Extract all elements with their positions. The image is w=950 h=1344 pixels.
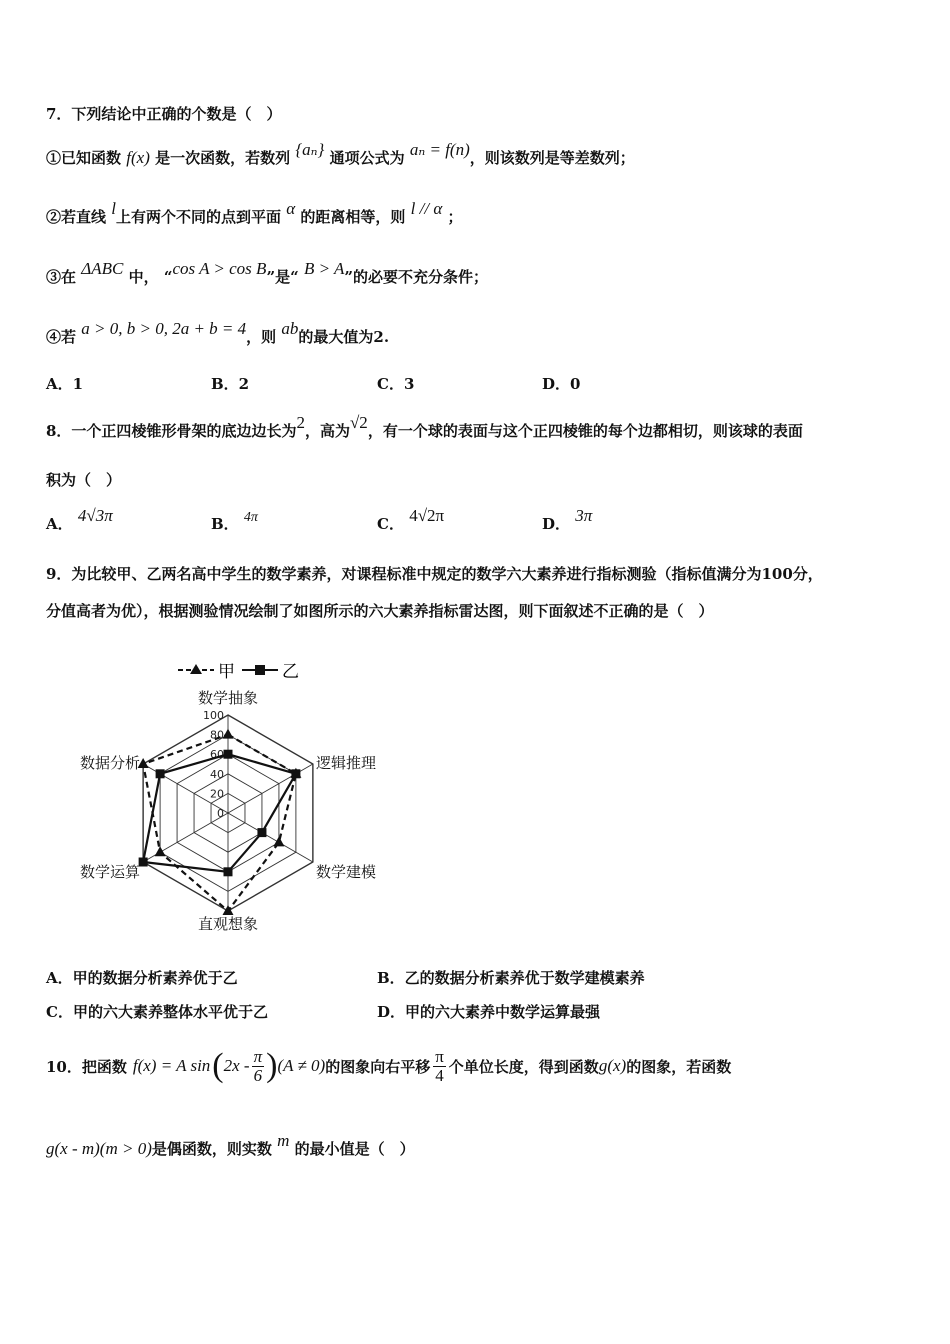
q7-s4-text3: 的最大值为2. <box>298 328 390 346</box>
scale-label-80: 80 <box>210 728 224 742</box>
q9-stem-line2: 分值高者为优），根据测验情况绘制了如图所示的六大素养指标雷达图，则下面叙述不正确的是（ ） <box>46 602 714 620</box>
q8-option-d-label: D． <box>542 515 571 533</box>
q10-shift-den: 4 <box>435 1065 444 1085</box>
q10-g2: g(x - m)(m > 0) <box>46 1139 152 1158</box>
q9-stem-line1: 9．为比较甲、乙两名高中学生的数学素养，对课程标准中规定的数学六大素养进行指标测验（指标值满分为100分， <box>46 565 823 583</box>
q7-s1-text2: 是一次函数，若数列 <box>155 149 291 167</box>
q8-option-b-value: 4π <box>243 510 258 525</box>
q8-option-c-value: 4√2π <box>409 506 445 525</box>
scale-label-100: 100 <box>203 709 224 722</box>
category-label-3: 直观想象 <box>197 915 259 933</box>
category-label-0: 数学抽象 <box>197 689 259 707</box>
series-乙-point-0 <box>224 750 233 759</box>
q10-paren-right: ) <box>266 1047 278 1084</box>
q9-option-b[interactable]: B．乙的数据分析素养优于数学建模素养 <box>377 969 645 987</box>
q7-s2-text4: ； <box>447 208 463 226</box>
q7-s3-text2: 中， <box>128 268 159 286</box>
q10-stem-line2 <box>46 1131 415 1159</box>
q10-text5: 是偶函数，则实数 <box>151 1140 272 1158</box>
q7-s3-cond2: B > A <box>303 259 345 278</box>
radar-chart <box>60 650 400 940</box>
q7-s3-quote4: ” <box>344 268 354 286</box>
q7-s2-text1: 若直线 <box>61 208 107 226</box>
q7-s2-text3: 的距离相等，则 <box>300 208 406 226</box>
q7-option-d[interactable]: D．0 <box>542 375 581 393</box>
q7-s4-text2: ，则 <box>246 328 277 346</box>
q8-stem-line1 <box>46 413 803 441</box>
q7-s2-l: l <box>111 199 116 218</box>
series-乙-point-3 <box>224 867 233 876</box>
q8-option-d[interactable] <box>542 506 593 534</box>
q10-arg: 2x - <box>223 1056 250 1075</box>
q10-g: g(x) <box>598 1056 627 1075</box>
radar-scale-labels <box>203 709 224 820</box>
q10-text4: 的图象，若函数 <box>626 1057 732 1076</box>
q8-option-a[interactable] <box>46 506 113 534</box>
q10-pi-over-6 <box>252 1048 265 1085</box>
scale-label-20: 20 <box>210 787 224 801</box>
q8-option-b-label: B． <box>211 515 239 533</box>
q7-s1-text4: ，则该数列是等差数列； <box>469 149 635 167</box>
scale-label-0: 0 <box>217 807 224 820</box>
q7-s2-formula: l // α <box>410 199 443 218</box>
q7-s3-quote2: ” <box>266 268 276 286</box>
q10-m: m <box>277 1131 290 1150</box>
category-label-5: 数据分析 <box>79 754 140 772</box>
q10-text2: 的图象向右平移 <box>325 1057 431 1076</box>
q7-option-a[interactable]: A．1 <box>46 375 84 393</box>
q7-s4-ab: ab <box>281 319 299 338</box>
q10-paren-left: ( <box>212 1047 224 1084</box>
scale-label-60: 60 <box>210 748 224 762</box>
category-label-4: 数学运算 <box>79 863 140 881</box>
q7-s4-text1: 若 <box>61 328 77 346</box>
q7-s3-text1: 在 <box>61 268 77 286</box>
q9-option-d[interactable]: D．甲的六大素养中数学运算最强 <box>377 1003 601 1021</box>
radar-grid <box>143 715 313 911</box>
legend-yi-label: 乙 <box>282 662 299 682</box>
series-甲-point-2 <box>273 836 284 846</box>
radar-series <box>138 729 302 915</box>
q7-s1-circle: ① <box>46 149 62 167</box>
q7-s2-circle: ② <box>46 208 62 226</box>
q7-s3-quote1: “ <box>163 268 173 286</box>
q9-option-a[interactable]: A．甲的数据分析素养优于乙 <box>46 969 238 987</box>
q8-side: 2 <box>296 413 305 432</box>
q10-six: 6 <box>253 1065 263 1085</box>
category-label-2: 数学建模 <box>316 863 377 881</box>
q8-text1: 8．一个正四棱锥形骨架的底边边长为 <box>46 422 297 440</box>
q8-text2: ，高为 <box>304 422 350 440</box>
q10-text3: 个单位长度，得到函数 <box>448 1057 599 1076</box>
series-甲-point-4 <box>155 846 166 856</box>
q10-pi-over-4 <box>433 1048 446 1085</box>
legend-yi-marker <box>255 665 265 675</box>
q7-s4-cond: a > 0, b > 0, 2a + b = 4 <box>81 319 247 338</box>
q7-statement-1 <box>46 140 635 168</box>
q8-option-a-value: 4√3π <box>77 506 113 525</box>
q8-option-d-value: 3π <box>575 506 593 525</box>
q7-statement-3 <box>46 259 489 287</box>
q7-s1-fx: f(x) <box>126 148 150 167</box>
q8-text3: ，有一个球的表面与这个正四棱锥的每个边都相切，则该球的表面 <box>367 422 803 440</box>
q7-option-c[interactable]: C．3 <box>377 375 415 393</box>
legend-jia-marker <box>190 664 202 674</box>
q7-s4-circle: ④ <box>46 328 62 346</box>
q7-s1-text3: 通项公式为 <box>329 149 405 167</box>
q7-option-b[interactable]: B．2 <box>211 375 250 393</box>
q7-s3-text3: 是 <box>275 268 291 286</box>
q10-cond: (A ≠ 0) <box>277 1056 326 1075</box>
q10-f: f(x) = A sin <box>132 1056 211 1075</box>
q7-s3-circle: ③ <box>46 268 62 286</box>
q10-pi: π <box>253 1046 263 1066</box>
q7-s2-alpha: α <box>286 199 296 218</box>
q7-s1-formula: aₙ = f(n) <box>409 140 470 159</box>
series-甲-point-0 <box>223 729 234 739</box>
series-乙-point-5 <box>156 769 165 778</box>
q7-s1-text1: 已知函数 <box>61 149 122 167</box>
q7-stem: 7．下列结论中正确的个数是（ ） <box>46 105 282 123</box>
q7-s3-triangle: ΔABC <box>81 259 124 278</box>
q8-option-c[interactable] <box>377 506 445 534</box>
q7-s1-an-set: {aₙ} <box>295 140 325 159</box>
q7-statement-4 <box>46 319 390 347</box>
q7-statement-2 <box>46 199 463 227</box>
series-乙-point-2 <box>257 828 266 837</box>
q8-option-b[interactable] <box>211 510 258 534</box>
series-乙-point-1 <box>291 769 300 778</box>
q7-s3-text4: 的必要不充分条件； <box>353 268 489 286</box>
q10-shift-num: π <box>435 1046 444 1066</box>
q7-s3-quote3: “ <box>290 268 299 286</box>
scale-label-40: 40 <box>210 767 224 781</box>
q8-height: √2 <box>349 413 368 432</box>
category-label-1: 逻辑推理 <box>316 754 377 772</box>
q8-option-a-label: A． <box>46 515 73 533</box>
legend-jia-label: 甲 <box>218 662 235 682</box>
q10-stem-line1 <box>46 1044 731 1088</box>
q9-option-c[interactable]: C．甲的六大素养整体水平优于乙 <box>46 1003 268 1021</box>
q10-text1: 10．把函数 <box>46 1057 127 1076</box>
q8-option-c-label: C． <box>377 515 404 533</box>
q10-text6: 的最小值是（ ） <box>294 1140 415 1158</box>
chart-legend <box>178 662 299 682</box>
q7-s3-cond: cos A > cos B <box>172 259 267 278</box>
q8-stem-line2: 积为（ ） <box>46 471 122 489</box>
q7-s2-text2: 上有两个不同的点到平面 <box>116 208 282 226</box>
